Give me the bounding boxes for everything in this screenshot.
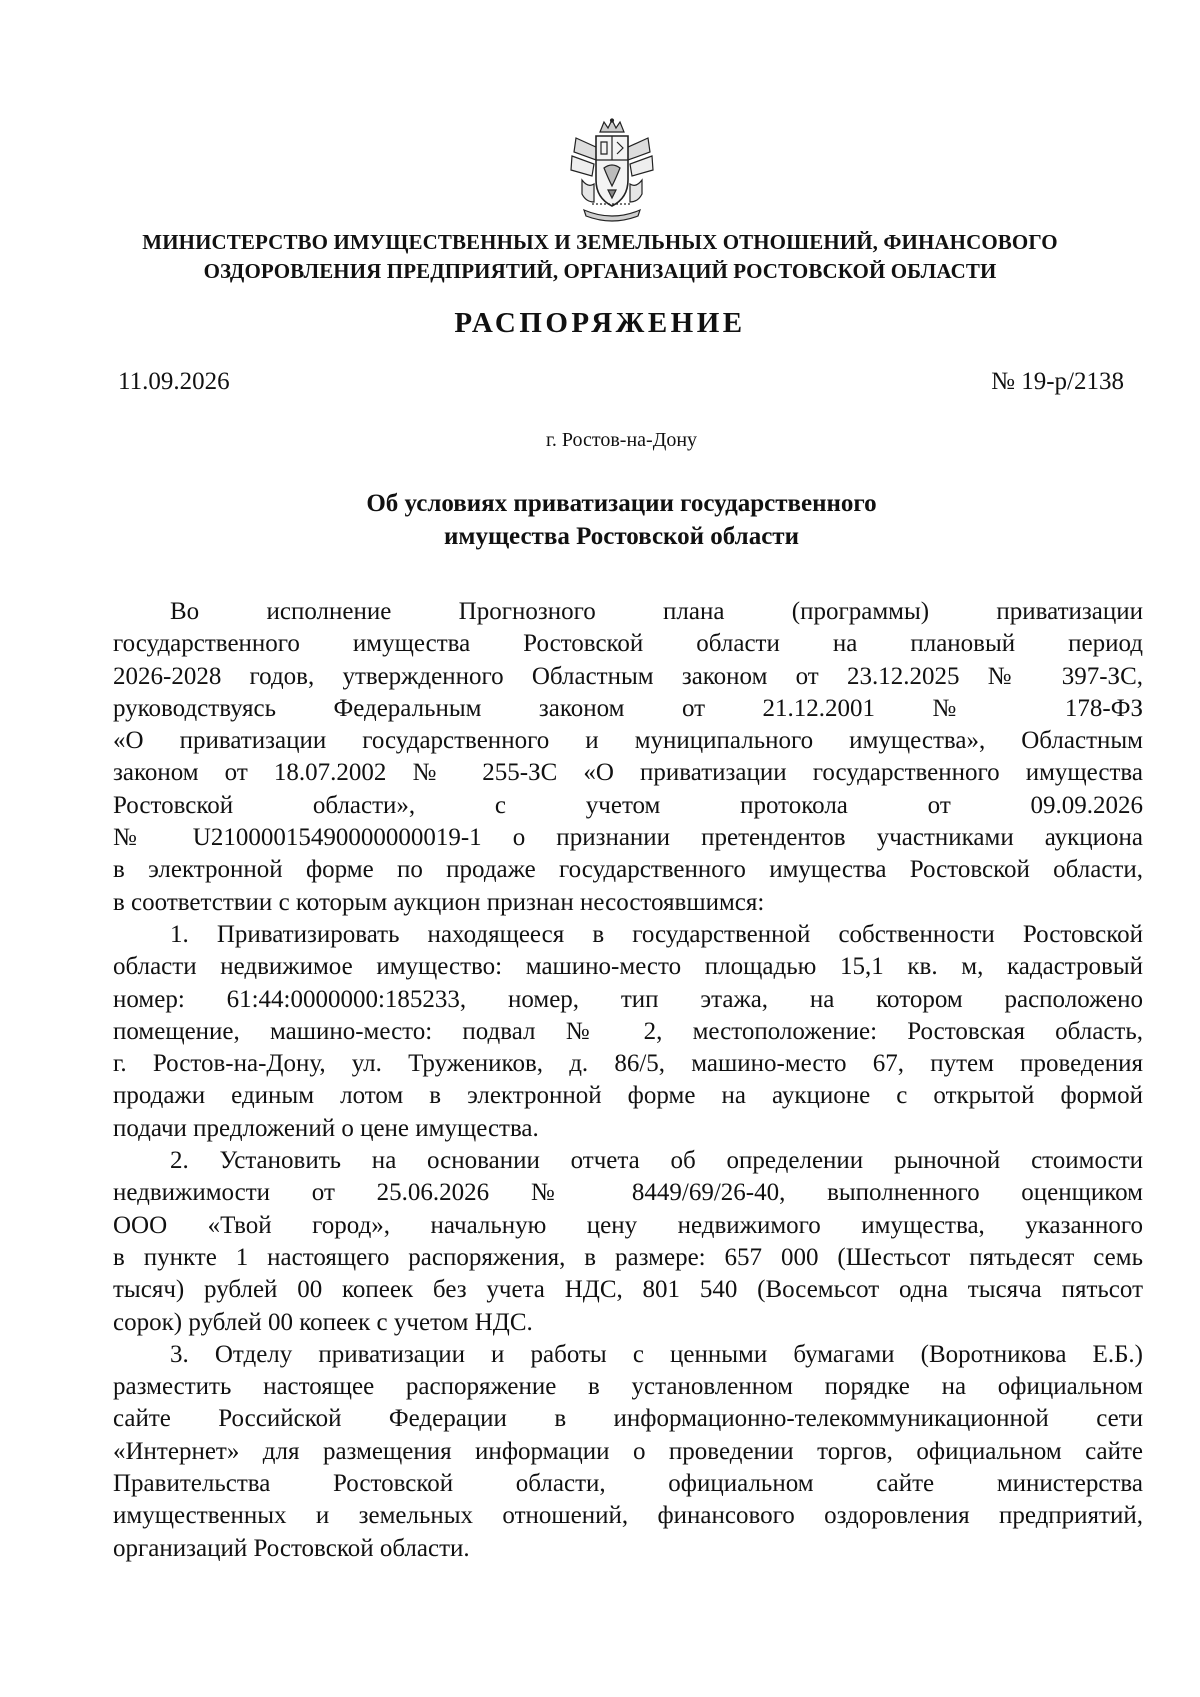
item-3-line: имущественных и земельных отношений, финансового оздоровления предприятий,	[113, 1502, 1143, 1530]
item-1-line: подачи предложений о цене имущества.	[113, 1114, 539, 1142]
document-number: № 19-р/2138	[991, 368, 1124, 395]
body-line: «О приватизации государственного и муниципального имущества», Областным	[113, 727, 1143, 755]
document-subject	[100, 487, 1143, 553]
item-3-line: организаций Ростовской области.	[113, 1534, 470, 1562]
document-body	[113, 596, 1143, 1565]
item-3-line: разместить настоящее распоряжение в установленном порядке на официальном	[113, 1373, 1143, 1401]
item-2-line: ООО «Твой город», начальную цену недвижимого имущества, указанного	[113, 1211, 1143, 1239]
subject-line-1: Об условиях приватизации государственного	[366, 490, 877, 517]
item-1-line: номер: 61:44:0000000:185233, номер, тип этажа, на котором расположено	[113, 985, 1143, 1013]
item-1-line: 1. Приватизировать находящееся в государственной собственности Ростовской	[170, 920, 1143, 948]
body-line: Во исполнение Прогнозного плана (программы) приватизации	[170, 598, 1143, 625]
body-line: руководствуясь Федеральным законом от 21.12.2001 № 178-ФЗ	[113, 694, 1143, 722]
document-date: 11.09.2026	[118, 368, 230, 395]
item-3-line: сайте Российской Федерации в информационно-телекоммуникационной сети	[113, 1405, 1143, 1433]
item-1-line: продажи единым лотом в электронной форме на аукционе с открытой формой	[113, 1082, 1143, 1110]
body-line: № U21000015490000000019-1 о признании претендентов участниками аукциона	[113, 824, 1143, 852]
document-city: г. Ростов-на-Дону	[545, 429, 698, 451]
body-line: в соответствии с которым аукцион признан несостоявшимся:	[113, 888, 765, 916]
body-line: 2026-2028 годов, утвержденного Областным законом от 23.12.2025 № 397-ЗС,	[113, 662, 1143, 690]
body-line: в электронной форме по продаже государственного имущества Ростовской области,	[113, 856, 1143, 884]
item-2-line: в пункте 1 настоящего распоряжения, в размере: 657 000 (Шестьсот пятьдесят семь	[113, 1243, 1143, 1271]
item-1-line: области недвижимое имущество: машино-место площадью 15,1 кв. м, кадастровый	[113, 953, 1143, 981]
item-1-line: помещение, машино-место: подвал № 2, местоположение: Ростовская область,	[113, 1017, 1143, 1045]
subject-line-2: имущества Ростовской области	[444, 523, 799, 550]
item-3-line: Правительства Ростовской области, официальном сайте министерства	[113, 1470, 1143, 1498]
ministry-heading-line-1: МИНИСТЕРСТВО ИМУЩЕСТВЕННЫХ И ЗЕМЕЛЬНЫХ ОТНОШЕНИЙ, ФИНАНСОВОГО	[142, 230, 1058, 254]
rostov-oblast-coat-of-arms-icon	[568, 118, 656, 226]
body-line: Ростовской области», с учетом протокола от 09.09.2026	[113, 791, 1143, 819]
document-type-title: РАСПОРЯЖЕНИЕ	[454, 307, 746, 339]
item-2-line: 2. Установить на основании отчета об определении рыночной стоимости	[170, 1147, 1143, 1175]
body-line: государственного имущества Ростовской области на плановый период	[113, 630, 1143, 658]
item-2-line: тысяч) рублей 00 копеек без учета НДС, 801 540 (Восемьсот одна тысяча пятьсот	[113, 1276, 1143, 1304]
item-3-line: «Интернет» для размещения информации о проведении торгов, официальном сайте	[113, 1437, 1143, 1465]
item-1-line: г. Ростов-на-Дону, ул. Тружеников, д. 86/5, машино-место 67, путем проведения	[113, 1050, 1143, 1078]
ministry-heading	[100, 228, 1100, 286]
item-2-line: сорок) рублей 00 копеек с учетом НДС.	[113, 1308, 533, 1336]
ministry-heading-line-2: ОЗДОРОВЛЕНИЯ ПРЕДПРИЯТИЙ, ОРГАНИЗАЦИЙ РОСТОВСКОЙ ОБЛАСТИ	[203, 259, 997, 283]
body-line: законом от 18.07.2002 № 255-ЗС «О приватизации государственного имущества	[113, 759, 1143, 787]
item-3-line: 3. Отделу приватизации и работы с ценными бумагами (Воротникова Е.Б.)	[170, 1340, 1143, 1368]
item-2-line: недвижимости от 25.06.2026 № 8449/69/26-40, выполненного оценщиком	[113, 1179, 1143, 1207]
